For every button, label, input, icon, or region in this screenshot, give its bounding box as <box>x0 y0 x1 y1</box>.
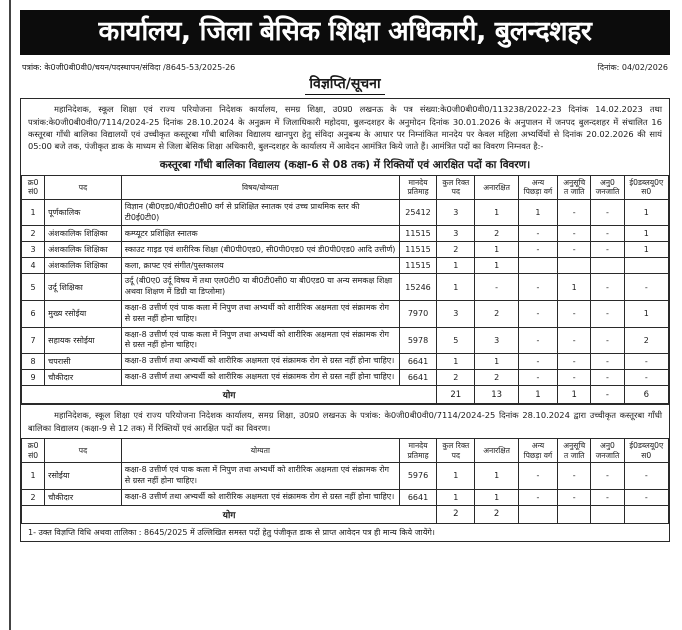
table-cell: - <box>591 327 624 354</box>
table-cell: 2 <box>437 370 475 386</box>
table-cell: 2 <box>475 370 518 386</box>
total-cell <box>624 505 668 523</box>
table-cell: - <box>518 242 557 258</box>
table-cell: - <box>591 199 624 226</box>
table-cell: 1 <box>558 274 591 301</box>
table-cell: 1 <box>437 463 475 490</box>
table-cell: रसोईया <box>45 463 122 490</box>
total-cell: 2 <box>437 505 475 523</box>
column-header: अनु0 जनजाति <box>591 439 624 463</box>
table-cell: 3 <box>437 301 475 328</box>
table-cell: 7970 <box>399 301 436 328</box>
intro-paragraph: महानिदेशक, स्कूल शिक्षा एवं राज्य परियोजना निदेशक कार्यालय, समग्र शिक्षा, उ0प्र0 लखनऊ के पत्र संख्या:के0जी0बी0वी0/113238/2022-23 दिनांक 14.02.2023 तथा पत्रांक:के0जी0बी0वी0/7114/2024-25 दिनांक 28.10.2024 के अनुक्रम में जिलाधिकारी महोदया, बुलन्दशहर के अनुमोदन दिनांक 30.01.2026 के अनुपालन में जनपद बुलन्दशहर में संचालित 16 कस्तूरबा गाँधी बालिका विद्यालयों एवं उच्चीकृत कस्तूरबा गाँधी बालिका विद्यालय खानपुरा हेतु संविदा अनुबन्ध के आधार पर निम्नांकित मानदेय पर केवल महिला अभ्यर्थियों से दिनांक 20.02.2026 की सायं 05:00 बजे तक, पंजीकृत डाक के माध्यम से जिला बेसिक शिक्षा अधिकारी, बुलन्दशहर के कार्यालय में आवेदन आमंत्रित किये जाते हैं। आमंत्रित पदों का विवरण निम्नवत है:- <box>28 104 662 152</box>
table-cell: 1 <box>624 199 668 226</box>
table1-total <box>22 386 669 404</box>
table-cell: 5976 <box>399 463 436 490</box>
table-cell: 1 <box>22 463 45 490</box>
table2-body <box>22 463 669 506</box>
vacancy-table-kgbv-6-8 <box>21 175 669 404</box>
table-cell: 1 <box>624 242 668 258</box>
table-cell: 4 <box>22 258 45 274</box>
table-cell: 6641 <box>399 489 436 505</box>
table-cell: - <box>591 226 624 242</box>
table-cell: 6641 <box>399 370 436 386</box>
table-row <box>22 489 669 505</box>
table-cell: कक्षा-8 उत्तीर्ण एवं पाक कला में निपुण तथा अभ्यर्थी को शारीरिक अक्षमता एवं संक्रामक रोग से ग्रस्त नहीं होना चाहिए। <box>121 463 399 490</box>
table-cell: अंशकालिक शिक्षिका <box>45 258 122 274</box>
table-cell: - <box>518 489 557 505</box>
notice-title: विज्ञप्ति/सूचना <box>305 74 384 95</box>
table2-total <box>22 505 669 523</box>
column-header: अन्य पिछड़ा वर्ग <box>518 439 557 463</box>
total-cell <box>591 505 624 523</box>
table-cell: कक्षा-8 उत्तीर्ण तथा अभ्यर्थी को शारीरिक अक्षमता एवं संक्रामक रोग से ग्रस्त नहीं होना चाहिए। <box>121 370 399 386</box>
table-cell: - <box>518 327 557 354</box>
table-cell: 1 <box>475 258 518 274</box>
total-cell: 2 <box>475 505 518 523</box>
table-cell: - <box>518 354 557 370</box>
table-cell: उर्दू (बी0ए0 उर्दू विषय में तथा एल0टी0 या बी0टी0सी0 या बी0एड0 या अन्य समकक्ष शिक्षा अथवा शिक्षण में डिग्री या डिप्लोमा) <box>121 274 399 301</box>
table-cell: 1 <box>475 199 518 226</box>
table-cell: 1 <box>437 258 475 274</box>
column-header: अनारक्षित <box>475 175 518 199</box>
table-cell: - <box>558 489 591 505</box>
table-cell: 1 <box>437 489 475 505</box>
table-row <box>22 242 669 258</box>
table-cell: 6641 <box>399 354 436 370</box>
table-cell: 8 <box>22 354 45 370</box>
table-cell: - <box>591 274 624 301</box>
table1-title: कस्तूरबा गाँधी बालिका विद्यालय (कक्षा-6 से 08 तक) में रिक्तियों एवं आरक्षित पदों का विवरण। <box>159 158 531 171</box>
office-title: कार्यालय, जिला बेसिक शिक्षा अधिकारी, बुलन्दशहर <box>98 16 592 47</box>
column-header: योग्यता <box>121 439 399 463</box>
table-cell: 5978 <box>399 327 436 354</box>
table-cell: अंशकालिक शिक्षिका <box>45 226 122 242</box>
table-cell: 1 <box>475 489 518 505</box>
total-cell: - <box>591 386 624 404</box>
table-cell: - <box>558 370 591 386</box>
table-cell: 11515 <box>399 258 436 274</box>
table2-total-row <box>22 505 669 523</box>
table-cell: 7 <box>22 327 45 354</box>
table1-header <box>22 175 669 199</box>
letter-date: दिनांक: 04/02/2026 <box>597 63 668 73</box>
table-cell: 2 <box>22 226 45 242</box>
footer-note: 1- उक्त विज्ञप्ति विधि अथवा तालिका : 8645/2025 में उल्लिखित समस्त पदों हेतु पंजीकृत डाक से प्राप्त आवेदन पत्र ही मान्य किये जायेंगे। <box>28 527 435 537</box>
table-cell: अंशकालिक शिक्षिका <box>45 242 122 258</box>
table1-header-row <box>22 175 669 199</box>
table-cell: 15246 <box>399 274 436 301</box>
table-cell: - <box>591 354 624 370</box>
table-cell: चौकीदार <box>45 370 122 386</box>
table-cell: - <box>624 370 668 386</box>
reference-row <box>20 62 670 73</box>
office-header-banner <box>20 10 670 55</box>
table-cell: पूर्णकालिक <box>45 199 122 226</box>
column-header: अनुसूचित जाति <box>558 439 591 463</box>
table-cell: विज्ञान (बी0एड0/बी0टी0सी0 वर्ग से प्रशिक्षित स्नातक एवं उच्च प्राथमिक स्तर की टी0ई0टी0) <box>121 199 399 226</box>
table-cell: कक्षा-8 उत्तीर्ण एवं पाक कला में निपुण तथा अभ्यर्थी को शारीरिक अक्षमता एवं संक्रामक रोग से ग्रस्त नहीं होना चाहिए। <box>121 301 399 328</box>
column-header: पद <box>45 175 122 199</box>
ref-number: पत्रांक: के0जी0बी0वी0/चयन/पदस्थापन/संविदा /8645-53/2025-26 <box>22 63 236 73</box>
table2-header <box>22 439 669 463</box>
table-cell: 1 <box>624 301 668 328</box>
table-cell: - <box>591 370 624 386</box>
content-box <box>20 98 670 542</box>
table-cell <box>518 258 557 274</box>
table-cell: - <box>591 463 624 490</box>
table2-header-row <box>22 439 669 463</box>
table-cell: - <box>518 370 557 386</box>
column-header: विषय/योग्यता <box>121 175 399 199</box>
table-cell: - <box>591 301 624 328</box>
table1-body <box>22 199 669 385</box>
table-cell: 25412 <box>399 199 436 226</box>
table-cell: 1 <box>475 242 518 258</box>
column-header: पद <box>45 439 122 463</box>
vacancy-table-kgbv-9-12 <box>21 438 669 524</box>
column-header: अन्य पिछड़ा वर्ग <box>518 175 557 199</box>
table-cell: - <box>558 199 591 226</box>
table-cell: कला, क्राफ्ट एवं संगीत/पुस्तकालय <box>121 258 399 274</box>
column-header: मानदेय प्रतिमाह <box>399 175 436 199</box>
column-header: अनारक्षित <box>475 439 518 463</box>
column-header: कुल रिक्त पद <box>437 175 475 199</box>
total-label: योग <box>22 505 437 523</box>
table-cell: - <box>624 489 668 505</box>
table-cell: मुख्य रसोईया <box>45 301 122 328</box>
table-cell <box>558 258 591 274</box>
scan-edge-line <box>9 0 11 630</box>
table-cell: - <box>475 274 518 301</box>
table-cell: 9 <box>22 370 45 386</box>
total-cell <box>558 505 591 523</box>
table1-total-row <box>22 386 669 404</box>
table-cell: 3 <box>437 226 475 242</box>
table-cell: 1 <box>624 226 668 242</box>
table-cell: - <box>558 301 591 328</box>
upgraded-school-paragraph: महानिदेशक, स्कूल शिक्षा एवं राज्य परियोजना निदेशक कार्यालय, समग्र शिक्षा, उ0प्र0 लखनऊ के पत्रांक: के0जी0बी0वी0/7114/2024-25 दिनांक 28.10.2024 द्वारा उच्चीकृत कस्तूरबा गाँधी बालिका विद्यालय (कक्षा-9 से 12 तक) में रिक्तियों एवं आरक्षित पदों का विवरण। <box>21 404 669 438</box>
table-cell: स्काउट गाइड एवं शारीरिक शिक्षा (बी0पी0एड0, सी0पी0एड0 एवं डी0पी0एड0 आदि उत्तीर्ण) <box>121 242 399 258</box>
table-cell: 2 <box>22 489 45 505</box>
total-cell: 1 <box>558 386 591 404</box>
total-cell: 21 <box>437 386 475 404</box>
table-cell: - <box>624 463 668 490</box>
table-row <box>22 258 669 274</box>
total-cell: 6 <box>624 386 668 404</box>
table-cell: - <box>518 226 557 242</box>
table-cell: - <box>624 354 668 370</box>
table-cell: - <box>558 463 591 490</box>
table-cell <box>591 258 624 274</box>
table-cell: 1 <box>475 354 518 370</box>
table-row <box>22 370 669 386</box>
table-cell: - <box>558 226 591 242</box>
table-cell: 2 <box>475 226 518 242</box>
table-row <box>22 199 669 226</box>
total-cell <box>518 505 557 523</box>
column-header: ई0डब्लयू0एस0 <box>624 439 668 463</box>
table-cell: 6 <box>22 301 45 328</box>
column-header: क्र0 सं0 <box>22 439 45 463</box>
table-cell: कम्प्यूटर प्रशिक्षित स्नातक <box>121 226 399 242</box>
table-cell: 5 <box>437 327 475 354</box>
table-cell: - <box>558 242 591 258</box>
total-cell: 1 <box>518 386 557 404</box>
table-cell: 5 <box>22 274 45 301</box>
column-header: कुल रिक्त पद <box>437 439 475 463</box>
column-header: अनुसूचित जाति <box>558 175 591 199</box>
total-cell: 13 <box>475 386 518 404</box>
column-header: अनु0 जनजाति <box>591 175 624 199</box>
table-cell: - <box>558 354 591 370</box>
total-label: योग <box>22 386 437 404</box>
table-cell: - <box>558 327 591 354</box>
table-cell: 2 <box>437 242 475 258</box>
table-cell: 1 <box>437 354 475 370</box>
table-row <box>22 327 669 354</box>
table-row <box>22 463 669 490</box>
column-header: ई0डब्लयू0एस0 <box>624 175 668 199</box>
table-cell: 11515 <box>399 242 436 258</box>
table-cell: कक्षा-8 उत्तीर्ण तथा अभ्यर्थी को शारीरिक अक्षमता एवं संक्रामक रोग से ग्रस्त नहीं होना चाहिए। <box>121 354 399 370</box>
table-cell: चौकीदार <box>45 489 122 505</box>
table-row <box>22 274 669 301</box>
table-cell: सहायक रसोईया <box>45 327 122 354</box>
table-cell: - <box>518 463 557 490</box>
table-cell: 2 <box>475 301 518 328</box>
table-cell <box>624 258 668 274</box>
table-cell: कक्षा-8 उत्तीर्ण तथा अभ्यर्थी को शारीरिक अक्षमता एवं संक्रामक रोग से ग्रस्त नहीं होना चाहिए। <box>121 489 399 505</box>
table-cell: 1 <box>22 199 45 226</box>
table-cell: 3 <box>475 327 518 354</box>
table-cell: - <box>518 301 557 328</box>
table-cell: कक्षा-8 उत्तीर्ण एवं पाक कला में निपुण तथा अभ्यर्थी को शारीरिक अक्षमता एवं संक्रामक रोग से ग्रस्त नहीं होना चाहिए। <box>121 327 399 354</box>
table-cell: 2 <box>624 327 668 354</box>
table-cell: 11515 <box>399 226 436 242</box>
notice-title-wrap <box>20 73 670 95</box>
table-row <box>22 301 669 328</box>
table-cell: चपरासी <box>45 354 122 370</box>
column-header: मानदेय प्रतिमाह <box>399 439 436 463</box>
table-cell: 1 <box>437 274 475 301</box>
table-cell: 1 <box>518 199 557 226</box>
table-cell: - <box>591 489 624 505</box>
table-cell: उर्दू शिक्षिका <box>45 274 122 301</box>
column-header: क्र0 सं0 <box>22 175 45 199</box>
table-row <box>22 226 669 242</box>
table-cell: 3 <box>437 199 475 226</box>
table-cell: - <box>624 274 668 301</box>
table-cell: - <box>591 242 624 258</box>
table-cell: 1 <box>475 463 518 490</box>
table-cell: 3 <box>22 242 45 258</box>
table-row <box>22 354 669 370</box>
table-cell: - <box>518 274 557 301</box>
